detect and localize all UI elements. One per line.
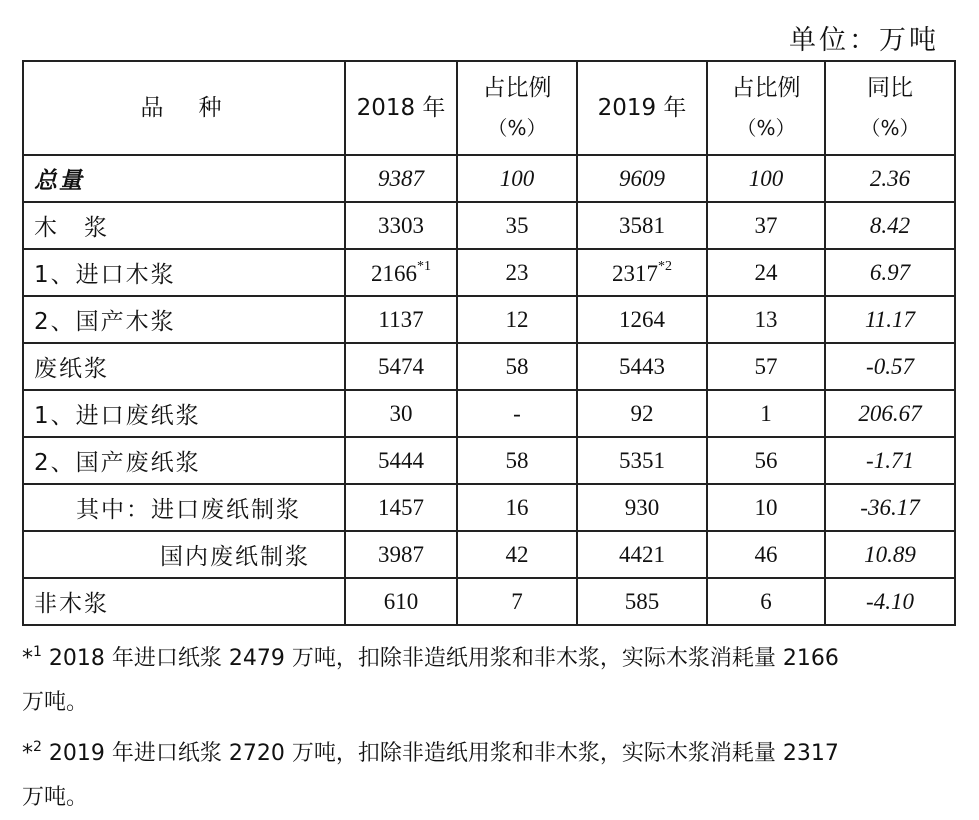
- cell-share-2019: 56: [707, 437, 825, 484]
- header-2018: 2018 年: [345, 61, 457, 155]
- cell-2018: 5444: [345, 437, 457, 484]
- cell-share-2018: -: [457, 390, 577, 437]
- cell-yoy: 8.42: [825, 202, 955, 249]
- cell-share-2019: 100: [707, 155, 825, 202]
- table-row: [23, 531, 955, 578]
- cell-2018: 3303: [345, 202, 457, 249]
- cell-share-2018: 58: [457, 343, 577, 390]
- row-name: 2、国产木浆: [23, 296, 345, 343]
- footnote-1: *$^1$ 2018 年进口纸浆 2479 万吨，扣除非造纸用浆和非木浆，实际木浆消耗量 2166: [22, 644, 839, 671]
- cell-2018: 5474: [345, 343, 457, 390]
- cell-2019: 9609: [577, 155, 707, 202]
- row-name: 1、进口废纸浆: [23, 390, 345, 437]
- row-name: 2、国产废纸浆: [23, 437, 345, 484]
- cell-yoy: -1.71: [825, 437, 955, 484]
- footnote-ref-1: *1: [417, 258, 431, 274]
- header-2019: 2019 年: [577, 61, 707, 155]
- cell-yoy: -36.17: [825, 484, 955, 531]
- row-name: 其中：进口废纸制浆: [23, 484, 345, 531]
- cell-share-2018: 7: [457, 578, 577, 625]
- cell-2019: 930: [577, 484, 707, 531]
- cell-share-2018: 42: [457, 531, 577, 578]
- cell-2018: 3987: [345, 531, 457, 578]
- cell-yoy: -0.57: [825, 343, 955, 390]
- cell-share-2018: 16: [457, 484, 577, 531]
- unit-label: 单位：万吨: [789, 25, 939, 56]
- cell-yoy: 2.36: [825, 155, 955, 202]
- cell-2019: 4421: [577, 531, 707, 578]
- cell-share-2019: 10: [707, 484, 825, 531]
- cell-2019: 3581: [577, 202, 707, 249]
- cell-share-2019: 1: [707, 390, 825, 437]
- table-row: [23, 296, 955, 343]
- cell-2018: 1457: [345, 484, 457, 531]
- cell-share-2018: 23: [457, 249, 577, 296]
- row-name: 非木浆: [23, 578, 345, 625]
- cell-2019: 2317$^{*2}$: [577, 249, 707, 296]
- header-share-2018: 占比例 （%）: [457, 61, 577, 155]
- table-row: [23, 437, 955, 484]
- row-name: 总量: [23, 155, 345, 202]
- table-row: [23, 202, 955, 249]
- cell-2018: 610: [345, 578, 457, 625]
- row-name: 木 浆: [23, 202, 345, 249]
- header-yoy: 同比 （%）: [825, 61, 955, 155]
- cell-share-2019: 57: [707, 343, 825, 390]
- cell-share-2019: 6: [707, 578, 825, 625]
- cell-share-2019: 13: [707, 296, 825, 343]
- cell-share-2019: 46: [707, 531, 825, 578]
- cell-2019: 1264: [577, 296, 707, 343]
- cell-share-2018: 35: [457, 202, 577, 249]
- table-row: [23, 249, 955, 296]
- header-share-2019: 占比例 （%）: [707, 61, 825, 155]
- cell-2019: 585: [577, 578, 707, 625]
- cell-share-2018: 12: [457, 296, 577, 343]
- cell-2019: 5443: [577, 343, 707, 390]
- footnote-1-continued: 万吨。: [22, 690, 89, 715]
- cell-2018: 2166$^{*1}$: [345, 249, 457, 296]
- cell-yoy: 11.17: [825, 296, 955, 343]
- table-row: [23, 343, 955, 390]
- table-header-row: [23, 61, 955, 155]
- footnotes: [22, 630, 952, 820]
- pulp-consumption-table: [22, 60, 956, 626]
- table-row: [23, 390, 955, 437]
- cell-share-2019: 24: [707, 249, 825, 296]
- cell-share-2019: 37: [707, 202, 825, 249]
- cell-2018: 9387: [345, 155, 457, 202]
- cell-share-2018: 100: [457, 155, 577, 202]
- cell-yoy: 6.97: [825, 249, 955, 296]
- cell-yoy: 10.89: [825, 531, 955, 578]
- footnote-2-continued: 万吨。: [22, 785, 89, 810]
- footnote-2: *$^2$ 2019 年进口纸浆 2720 万吨，扣除非造纸用浆和非木浆，实际木浆消耗量 2317: [22, 739, 839, 766]
- row-name: 1、进口木浆: [23, 249, 345, 296]
- table-row: [23, 578, 955, 625]
- header-variety: 品 种: [23, 61, 345, 155]
- cell-2019: 5351: [577, 437, 707, 484]
- footnote-ref-2: *2: [658, 258, 672, 274]
- table-row: [23, 155, 955, 202]
- cell-yoy: 206.67: [825, 390, 955, 437]
- cell-2018: 30: [345, 390, 457, 437]
- cell-share-2018: 58: [457, 437, 577, 484]
- row-name: 废纸浆: [23, 343, 345, 390]
- cell-2018: 1137: [345, 296, 457, 343]
- cell-2019: 92: [577, 390, 707, 437]
- cell-yoy: -4.10: [825, 578, 955, 625]
- row-name: 国内废纸制浆: [23, 531, 345, 578]
- table-row: [23, 484, 955, 531]
